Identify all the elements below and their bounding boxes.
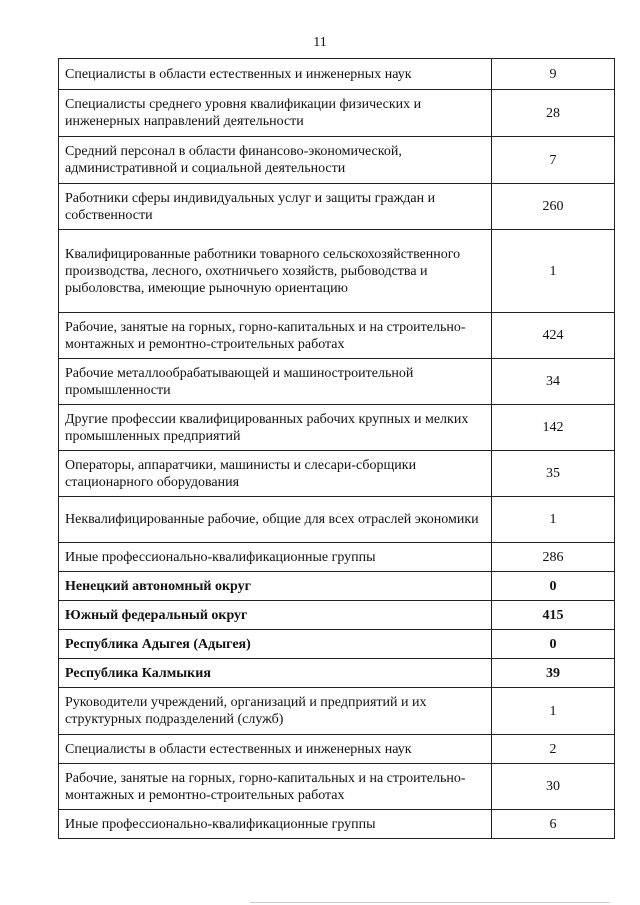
table-row	[59, 630, 615, 659]
row-value: 424	[492, 313, 615, 359]
row-label: Средний персонал в области финансово-экономической, административной и социальной деятельности	[59, 137, 492, 184]
row-label: Республика Калмыкия	[59, 659, 492, 688]
row-value: 35	[492, 451, 615, 497]
row-label: Специалисты среднего уровня квалификации физических и инженерных направлений деятельности	[59, 90, 492, 137]
row-label: Республика Адыгея (Адыгея)	[59, 630, 492, 659]
row-label: Рабочие, занятые на горных, горно-капитальных и на строительно-монтажных и ремонтно-строительных работах	[59, 764, 492, 810]
row-value: 34	[492, 359, 615, 405]
row-value: 142	[492, 405, 615, 451]
table-row	[59, 497, 615, 543]
table-row	[59, 451, 615, 497]
row-label: Ненецкий автономный округ	[59, 572, 492, 601]
table-row	[59, 659, 615, 688]
table-row	[59, 59, 615, 90]
row-label: Специалисты в области естественных и инженерных наук	[59, 59, 492, 90]
table-row	[59, 810, 615, 839]
table-row	[59, 735, 615, 764]
table-row	[59, 572, 615, 601]
row-label: Южный федеральный округ	[59, 601, 492, 630]
table-row	[59, 543, 615, 572]
table-row	[59, 90, 615, 137]
row-label: Операторы, аппаратчики, машинисты и слесари-сборщики стационарного оборудования	[59, 451, 492, 497]
row-label: Рабочие металлообрабатывающей и машиностроительной промышленности	[59, 359, 492, 405]
row-value: 6	[492, 810, 615, 839]
table-row	[59, 184, 615, 230]
row-label: Другие профессии квалифицированных рабочих крупных и мелких промышленных предприятий	[59, 405, 492, 451]
table-row	[59, 230, 615, 313]
table-row	[59, 405, 615, 451]
row-label: Иные профессионально-квалификационные группы	[59, 543, 492, 572]
row-label: Работники сферы индивидуальных услуг и защиты граждан и собственности	[59, 184, 492, 230]
row-value: 260	[492, 184, 615, 230]
row-value: 28	[492, 90, 615, 137]
table-body	[59, 59, 615, 839]
row-value: 1	[492, 688, 615, 735]
row-label: Иные профессионально-квалификационные группы	[59, 810, 492, 839]
row-value: 415	[492, 601, 615, 630]
row-label: Квалифицированные работники товарного сельскохозяйственного производства, лесного, охотничьего хозяйств, рыбоводства и рыболовства, имеющие рыночную ориентацию	[59, 230, 492, 313]
statistics-table	[58, 58, 615, 839]
row-value: 7	[492, 137, 615, 184]
table-row	[59, 601, 615, 630]
row-value: 9	[492, 59, 615, 90]
row-value: 286	[492, 543, 615, 572]
row-value: 30	[492, 764, 615, 810]
row-value: 1	[492, 497, 615, 543]
row-value: 0	[492, 572, 615, 601]
row-value: 2	[492, 735, 615, 764]
table-row	[59, 764, 615, 810]
row-label: Руководители учреждений, организаций и предприятий и их структурных подразделений (служб)	[59, 688, 492, 735]
table-row	[59, 359, 615, 405]
table-row	[59, 688, 615, 735]
row-value: 1	[492, 230, 615, 313]
row-value: 0	[492, 630, 615, 659]
row-value: 39	[492, 659, 615, 688]
row-label: Рабочие, занятые на горных, горно-капитальных и на строительно-монтажных и ремонтно-строительных работах	[59, 313, 492, 359]
row-label: Неквалифицированные рабочие, общие для всех отраслей экономики	[59, 497, 492, 543]
table-row	[59, 137, 615, 184]
bottom-divider	[250, 902, 610, 903]
page-number: 11	[313, 35, 327, 50]
row-label: Специалисты в области естественных и инженерных наук	[59, 735, 492, 764]
table-row	[59, 313, 615, 359]
